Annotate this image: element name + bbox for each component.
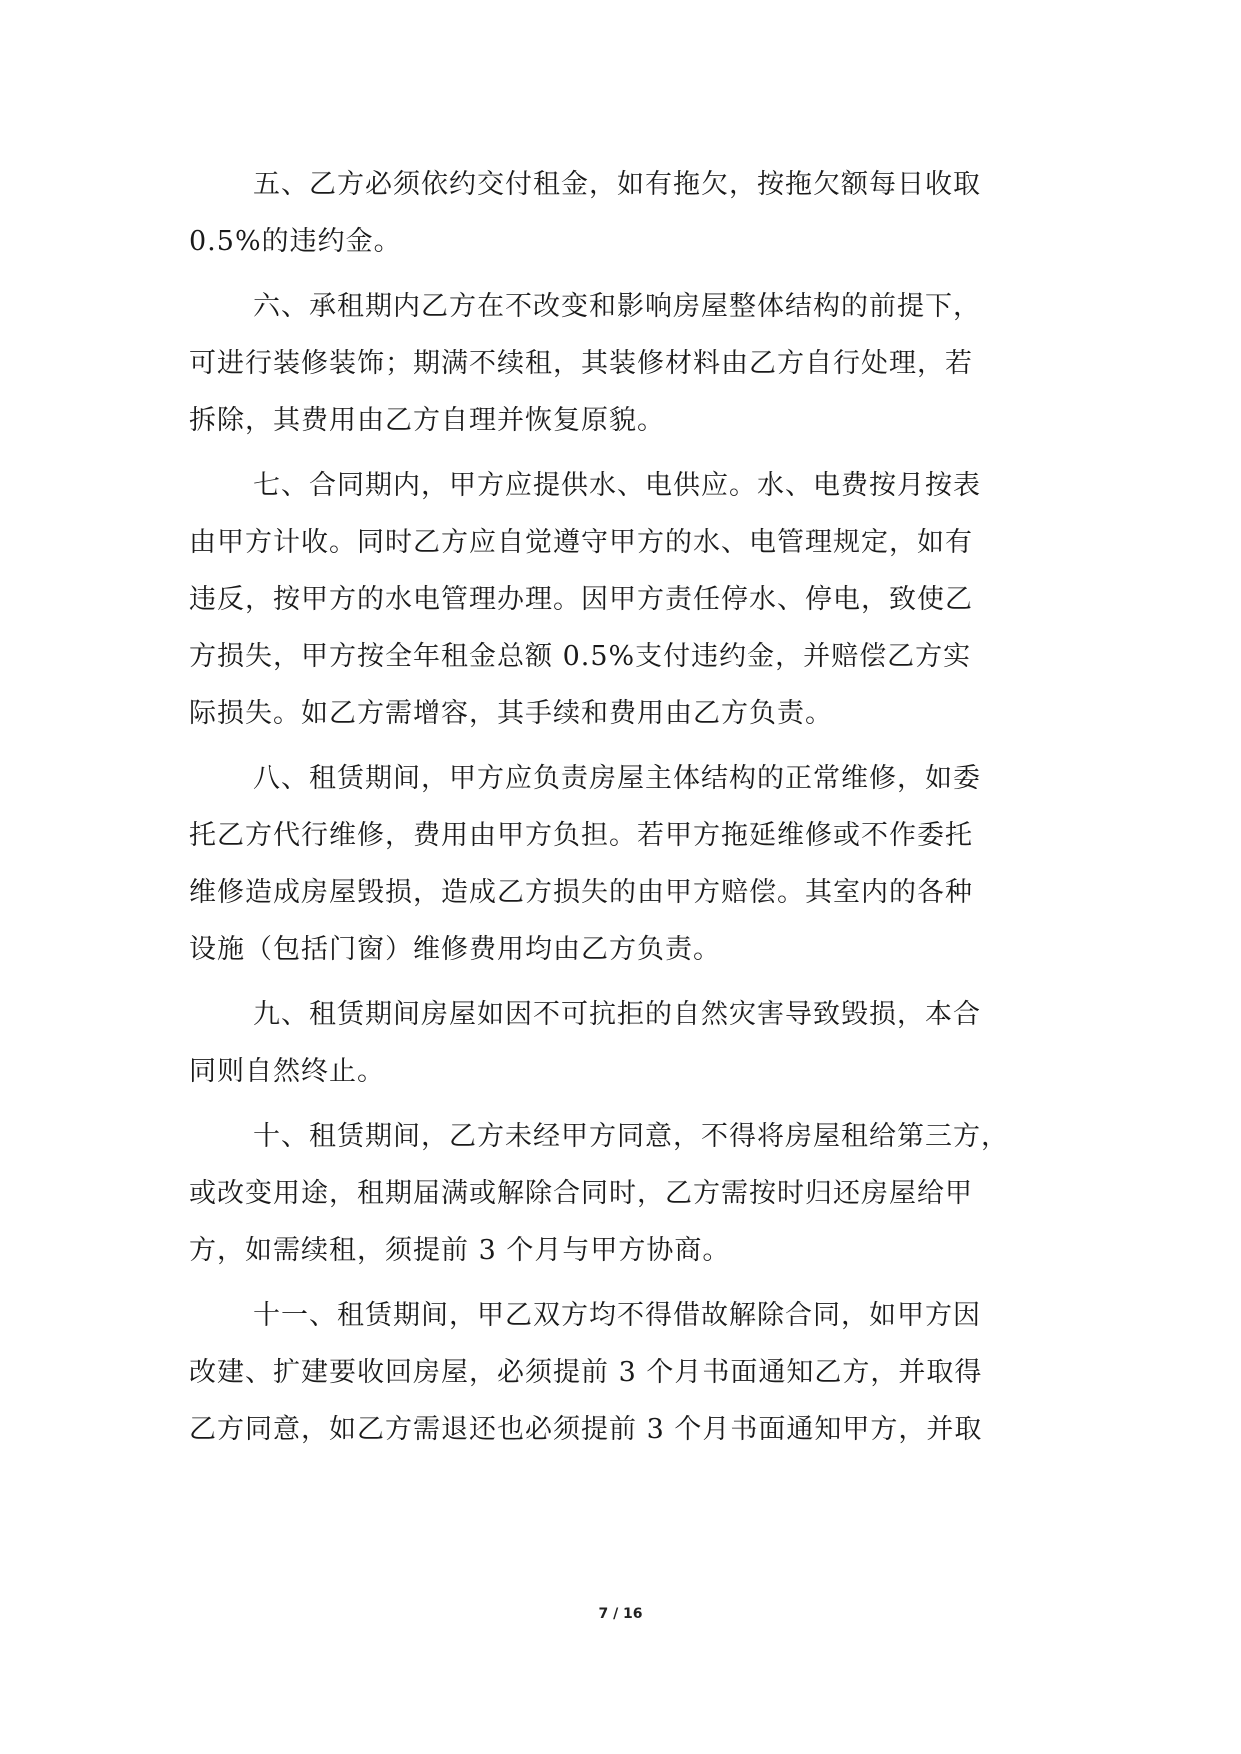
clause-9 [189, 986, 1057, 1100]
text-line: 托乙方代行维修，费用由甲方负担。若甲方拖延维修或不作委托 [189, 820, 973, 851]
text-line: 或改变用途，租期届满或解除合同时，乙方需按时归还房屋给甲 [189, 1178, 973, 1209]
text-line: 拆除，其费用由乙方自理并恢复原貌。 [189, 405, 665, 436]
text-line: 改建、扩建要收回房屋，必须提前 3 个月书面通知乙方，并取得 [189, 1357, 983, 1388]
text-line: 六、承租期内乙方在不改变和影响房屋整体结构的前提下， [253, 291, 981, 322]
clause-10 [189, 1108, 1057, 1279]
clause-8 [189, 750, 1057, 978]
text-line: 由甲方计收。同时乙方应自觉遵守甲方的水、电管理规定，如有 [189, 527, 973, 558]
text-line: 方，如需续租，须提前 3 个月与甲方协商。 [189, 1235, 731, 1266]
text-line: 十、租赁期间，乙方未经甲方同意，不得将房屋租给第三方， [253, 1121, 1009, 1152]
clause-6 [189, 278, 1057, 449]
text-line: 八、租赁期间，甲方应负责房屋主体结构的正常维修，如委 [253, 763, 981, 794]
text-line: 0.5%的违约金。 [189, 226, 402, 257]
page-number: 7 / 16 [598, 1606, 643, 1622]
clause-7 [189, 457, 1057, 742]
text-line: 十一、租赁期间，甲乙双方均不得借故解除合同，如甲方因 [253, 1300, 981, 1331]
text-line: 可进行装修装饰；期满不续租，其装修材料由乙方自行处理，若 [189, 348, 973, 379]
text-line: 五、乙方必须依约交付租金，如有拖欠，按拖欠额每日收取 [253, 169, 981, 200]
text-line: 方损失，甲方按全年租金总额 0.5%支付违约金，并赔偿乙方实 [189, 641, 972, 672]
document-body [189, 156, 1057, 1458]
text-line: 维修造成房屋毁损，造成乙方损失的由甲方赔偿。其室内的各种 [189, 877, 973, 908]
text-line: 际损失。如乙方需增容，其手续和费用由乙方负责。 [189, 698, 833, 729]
text-line: 同则自然终止。 [189, 1056, 385, 1087]
clause-5 [189, 156, 1057, 270]
text-line: 七、合同期内，甲方应提供水、电供应。水、电费按月按表 [253, 470, 981, 501]
text-line: 乙方同意，如乙方需退还也必须提前 3 个月书面通知甲方，并取 [189, 1414, 983, 1445]
text-line: 设施（包括门窗）维修费用均由乙方负责。 [189, 934, 721, 965]
text-line: 违反，按甲方的水电管理办理。因甲方责任停水、停电，致使乙 [189, 584, 973, 615]
clause-11 [189, 1287, 1057, 1458]
text-line: 九、租赁期间房屋如因不可抗拒的自然灾害导致毁损，本合 [253, 999, 981, 1030]
